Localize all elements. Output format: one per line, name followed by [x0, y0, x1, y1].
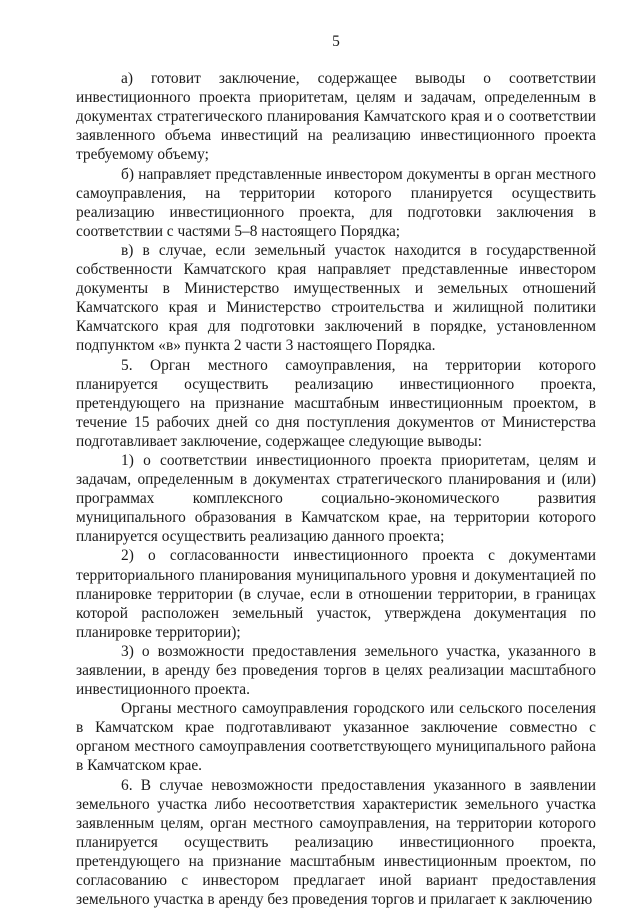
paragraph-5-item-3: 3) о возможности предоставления земельного участка, указанного в заявлении, в аренду без проведения торгов в целях реализации масштабного инвестиционного проекта. — [76, 642, 596, 699]
document-page — [76, 32, 596, 909]
paragraph-a: а) готовит заключение, содержащее выводы о соответствии инвестиционного проекта приоритетам, целям и задачам, определенным в документах стратегического планирования Камчатского края и о соответствии заявленного объема инвестиций на реализацию инвестиционного проекта требуемому объему; — [76, 70, 596, 164]
paragraph-6: 6. В случае невозможности предоставления указанного в заявлении земельного участка либо несоответствия характеристик земельного участка заявленным целям, орган местного самоуправления, на территории которого планируется осуществить реализацию инвестиционного проекта, претендующего на признание масштабным инвестиционным проектом, по согласованию с инвестором предлагает иной вариант предоставления земельного участка в аренду без проведения торгов и прилагает к заключению — [76, 776, 596, 909]
paragraph-v: в) в случае, если земельный участок находится в государственной собственности Камчатского края направляет представленные инвестором документы в Министерство имущественных и земельных отношений Камчатского края и Министерство строительства и жилищной политики Камчатского края для подготовки заключений в порядке, установленном подпунктом «в» пункта 2 части 3 настоящего Порядка. — [76, 241, 596, 355]
paragraph-5: 5. Орган местного самоуправления, на территории которого планируется осуществить реализацию инвестиционного проекта, претендующего на признание масштабным инвестиционным проектом, в течение 15 рабочих дней со дня поступления документов от Министерства подготавливает заключение, содержащее следующие выводы: — [76, 356, 596, 450]
paragraph-5-note: Органы местного самоуправления городского или сельского поселения в Камчатском крае подготавливают указанное заключение совместно с органом местного самоуправления соответствующего муниципального района в Камчатском крае. — [76, 700, 596, 775]
page-number: 5 — [332, 33, 340, 50]
paragraph-5-item-1: 1) о соответствии инвестиционного проекта приоритетам, целям и задачам, определенным в документах стратегического планирования и (или) программах комплексного социально-экономического развития муниципального образования в Камчатском крае, на территории которого планируется осуществить реализацию данного проекта; — [76, 451, 596, 546]
paragraph-5-item-2: 2) о согласованности инвестиционного проекта с документами территориального планирования муниципального уровня и документацией по планировке территории (в случае, если в отношении территории, в границах которой расположен земельный участок, утверждена документация по планировке территории); — [76, 547, 596, 641]
paragraph-b: б) направляет представленные инвестором документы в орган местного самоуправления, на территории которого планируется осуществить реализацию инвестиционного проекта, для подготовки заключения в соответствии с частями 5–8 настоящего Порядка; — [76, 165, 596, 240]
